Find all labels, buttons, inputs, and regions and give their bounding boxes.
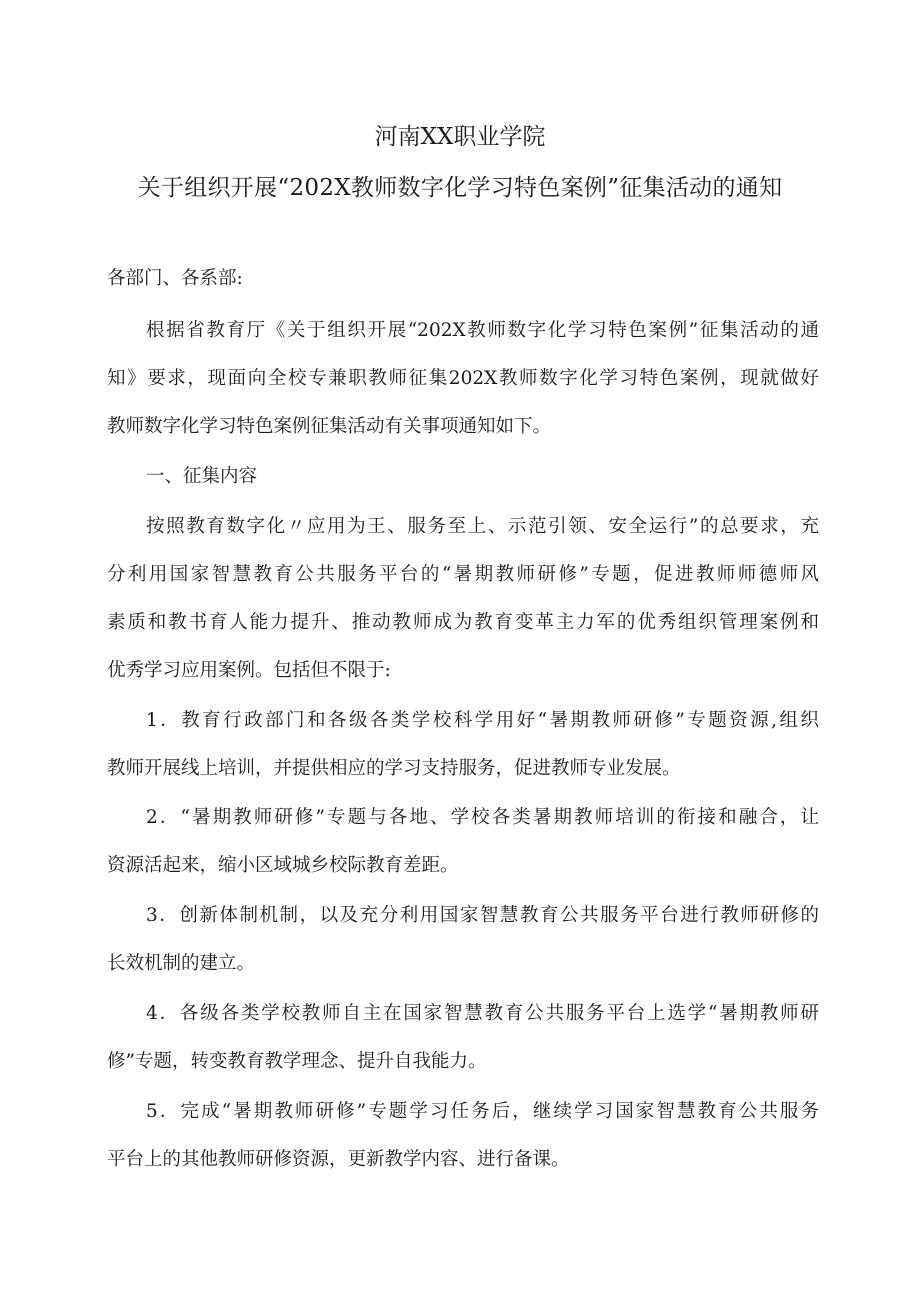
section1-para-line-2: 分利用国家智慧教育公共服务平台的“暑期教师研修”专题，促进教师师德师风 [107, 564, 819, 585]
item-5-line-2: 平台上的其他教师研修资源，更新教学内容、进行备课。 [107, 1149, 570, 1170]
section1-para-line-3: 素质和教书育人能力提升、推动教师成为教育变革主力军的优秀组织管理案例和 [107, 612, 819, 633]
document-title-institution: 河南XX职业学院 [374, 124, 546, 150]
section1-para-line-4: 优秀学习应用案例。包括但不限于: [107, 660, 391, 681]
intro-line-3: 教师数字化学习特色案例征集活动有关事项通知如下。 [107, 416, 552, 437]
item-2-line-2: 资源活起来，缩小区域城乡校际教育差距。 [107, 855, 459, 876]
item-4-line-1: 4．各级各类学校教师自主在国家智慧教育公共服务平台上选学“暑期教师研 [146, 1003, 819, 1024]
item-1-line-2: 教师开展线上培训，并提供相应的学习支持服务，促进教师专业发展。 [107, 758, 681, 779]
item-2-line-1: 2．“暑期教师研修”专题与各地、学校各类暑期教师培训的衔接和融合，让 [146, 807, 819, 828]
intro-line-1: 根据省教育厅《关于组织开展“202X教师数字化学习特色案例”征集活动的通 [146, 320, 819, 341]
item-1-line-1: 1．教育行政部门和各级各类学校科学用好“暑期教师研修”专题资源,组织 [146, 710, 819, 731]
section1-heading: 一、征集内容 [146, 466, 258, 487]
salutation: 各部门、各系部: [107, 268, 243, 289]
section1-para-line-1: 按照教育数字化〃应用为王、服务至上、示范引领、安全运行”的总要求，充 [146, 516, 819, 537]
item-5-line-1: 5．完成“暑期教师研修”专题学习任务后，继续学习国家智慧教育公共服务 [146, 1101, 819, 1122]
item-3-line-1: 3．创新体制机制，以及充分利用国家智慧教育公共服务平台进行教师研修的 [146, 905, 819, 926]
intro-line-2: 知》要求，现面向全校专兼职教师征集202X教师数字化学习特色案例，现就做好 [107, 368, 819, 389]
item-4-line-2: 修”专题，转变教育教学理念、提升自我能力。 [107, 1051, 487, 1072]
item-3-line-2: 长效机制的建立。 [107, 953, 256, 974]
document-title-notice: 关于组织开展“202X教师数字化学习特色案例”征集活动的通知 [137, 175, 783, 201]
